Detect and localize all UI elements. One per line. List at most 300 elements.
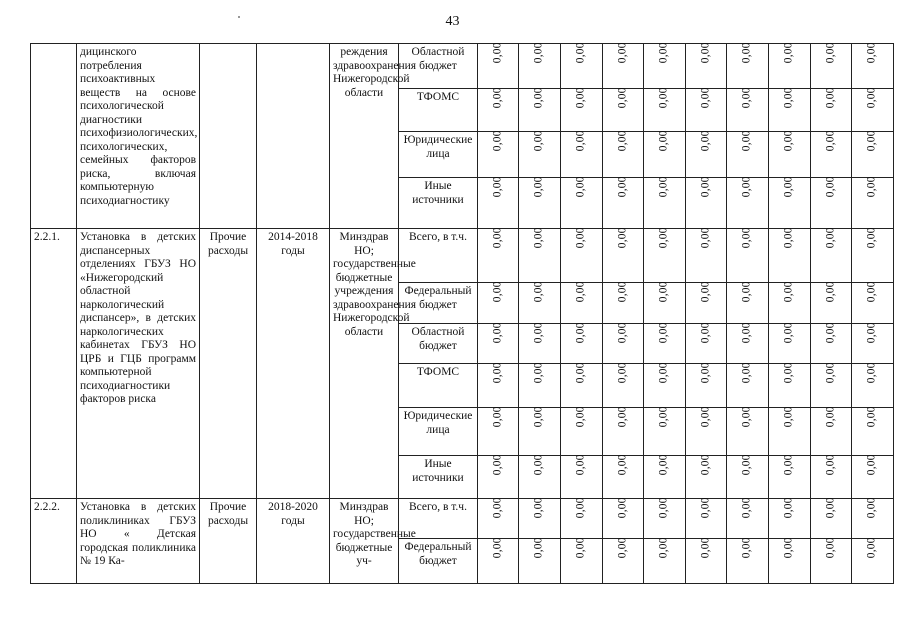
value-cell bbox=[561, 229, 603, 283]
value-cell bbox=[852, 178, 894, 229]
value-text: 0,00 bbox=[740, 176, 753, 198]
table-row bbox=[31, 229, 894, 283]
value-text: 0,00 bbox=[699, 497, 712, 519]
value-wrap bbox=[481, 281, 515, 303]
value-wrap bbox=[689, 176, 723, 198]
value-wrap bbox=[481, 87, 515, 109]
cell-source: Областной бюджет bbox=[399, 324, 478, 364]
value-text: 0,00 bbox=[824, 454, 837, 476]
value-text: 0,00 bbox=[657, 537, 670, 559]
value-cell bbox=[478, 89, 519, 132]
value-text: 0,00 bbox=[616, 42, 629, 64]
value-wrap bbox=[647, 454, 682, 476]
value-text: 0,00 bbox=[657, 322, 670, 344]
value-wrap bbox=[647, 537, 682, 559]
value-text: 0,00 bbox=[740, 281, 753, 303]
value-text: 0,00 bbox=[699, 362, 712, 384]
value-text: 0,00 bbox=[865, 406, 878, 428]
value-wrap bbox=[564, 322, 599, 344]
value-wrap bbox=[855, 454, 890, 476]
cell-source: Федеральный бюджет bbox=[399, 283, 478, 324]
value-text: 0,00 bbox=[574, 537, 587, 559]
value-wrap bbox=[855, 406, 890, 428]
value-cell bbox=[769, 89, 811, 132]
value-wrap bbox=[481, 227, 515, 249]
value-cell bbox=[811, 324, 852, 364]
value-cell bbox=[852, 324, 894, 364]
value-text: 0,00 bbox=[782, 537, 795, 559]
value-wrap bbox=[730, 42, 765, 64]
value-text: 0,00 bbox=[574, 362, 587, 384]
value-cell bbox=[478, 364, 519, 408]
value-text: 0,00 bbox=[782, 497, 795, 519]
value-text: 0,00 bbox=[657, 87, 670, 109]
value-text: 0,00 bbox=[824, 406, 837, 428]
value-wrap bbox=[855, 362, 890, 384]
value-wrap bbox=[814, 176, 848, 198]
value-cell bbox=[686, 44, 727, 89]
table-body bbox=[31, 44, 894, 584]
value-text: 0,00 bbox=[865, 176, 878, 198]
value-text: 0,00 bbox=[532, 537, 545, 559]
value-cell bbox=[519, 364, 561, 408]
cell-source: Всего, в т.ч. bbox=[399, 499, 478, 539]
value-text: 0,00 bbox=[824, 130, 837, 152]
value-cell bbox=[561, 364, 603, 408]
value-text: 0,00 bbox=[782, 130, 795, 152]
value-text: 0,00 bbox=[865, 454, 878, 476]
cell-type: Прочие расходы bbox=[200, 229, 257, 499]
value-wrap bbox=[772, 227, 807, 249]
value-cell bbox=[644, 89, 686, 132]
value-cell bbox=[852, 364, 894, 408]
value-wrap bbox=[606, 406, 640, 428]
value-wrap bbox=[730, 497, 765, 519]
value-cell bbox=[644, 44, 686, 89]
value-text: 0,00 bbox=[574, 87, 587, 109]
value-wrap bbox=[814, 227, 848, 249]
page-number: 43 bbox=[445, 14, 460, 29]
value-wrap bbox=[730, 322, 765, 344]
value-cell bbox=[686, 456, 727, 499]
cell-source: Юридические лица bbox=[399, 132, 478, 178]
value-wrap bbox=[730, 87, 765, 109]
cell-type: Прочие расходы bbox=[200, 499, 257, 584]
value-wrap bbox=[647, 42, 682, 64]
value-cell bbox=[727, 364, 769, 408]
value-wrap bbox=[814, 406, 848, 428]
cell-description: Установка в детских диспансерных отделениях ГБУЗ НО «Нижегородский областной наркологический диспансер», в детских наркологических кабинетах ГБУЗ НО ЦРБ и ГЦБ программ компьютерной психодиагностики факторов риска bbox=[77, 229, 200, 499]
value-cell bbox=[686, 408, 727, 456]
value-cell bbox=[561, 283, 603, 324]
value-text: 0,00 bbox=[532, 497, 545, 519]
value-wrap bbox=[855, 497, 890, 519]
value-text: 0,00 bbox=[574, 322, 587, 344]
value-text: 0,00 bbox=[574, 497, 587, 519]
value-text: 0,00 bbox=[616, 322, 629, 344]
value-cell bbox=[478, 324, 519, 364]
value-wrap bbox=[814, 130, 848, 152]
value-cell bbox=[852, 229, 894, 283]
value-cell bbox=[686, 229, 727, 283]
value-cell bbox=[603, 44, 644, 89]
value-cell bbox=[644, 408, 686, 456]
value-text: 0,00 bbox=[824, 362, 837, 384]
value-text: 0,00 bbox=[782, 227, 795, 249]
value-wrap bbox=[772, 42, 807, 64]
value-cell bbox=[561, 539, 603, 584]
value-cell bbox=[852, 132, 894, 178]
value-text: 0,00 bbox=[657, 281, 670, 303]
value-text: 0,00 bbox=[865, 227, 878, 249]
cell-executor: Минздрав НО; государственные бюджетные учреждения здравоохранения Нижегородской области bbox=[330, 229, 399, 499]
value-wrap bbox=[522, 537, 557, 559]
value-wrap bbox=[522, 281, 557, 303]
value-wrap bbox=[814, 497, 848, 519]
value-text: 0,00 bbox=[865, 537, 878, 559]
value-wrap bbox=[730, 454, 765, 476]
value-text: 0,00 bbox=[865, 130, 878, 152]
value-text: 0,00 bbox=[657, 42, 670, 64]
value-text: 0,00 bbox=[699, 454, 712, 476]
cell-years-empty bbox=[257, 44, 330, 229]
value-cell bbox=[519, 408, 561, 456]
value-text: 0,00 bbox=[740, 227, 753, 249]
value-text: 0,00 bbox=[574, 227, 587, 249]
value-cell bbox=[519, 44, 561, 89]
value-cell bbox=[686, 132, 727, 178]
table-row bbox=[31, 44, 894, 89]
cell-source: ТФОМС bbox=[399, 89, 478, 132]
value-wrap bbox=[772, 130, 807, 152]
value-cell bbox=[561, 89, 603, 132]
value-text: 0,00 bbox=[782, 87, 795, 109]
value-cell bbox=[478, 132, 519, 178]
value-text: 0,00 bbox=[491, 130, 504, 152]
value-wrap bbox=[814, 454, 848, 476]
cell-source: ТФОМС bbox=[399, 364, 478, 408]
value-cell bbox=[686, 283, 727, 324]
value-text: 0,00 bbox=[782, 42, 795, 64]
value-wrap bbox=[606, 281, 640, 303]
value-text: 0,00 bbox=[824, 42, 837, 64]
value-text: 0,00 bbox=[616, 406, 629, 428]
value-text: 0,00 bbox=[865, 281, 878, 303]
cell-description: Установка в детских поликлиниках ГБУЗ НО « Детская городская поликлиника № 19 Ка- bbox=[77, 499, 200, 584]
value-text: 0,00 bbox=[491, 322, 504, 344]
value-text: 0,00 bbox=[699, 176, 712, 198]
value-wrap bbox=[564, 281, 599, 303]
value-cell bbox=[603, 539, 644, 584]
value-wrap bbox=[564, 176, 599, 198]
value-wrap bbox=[814, 322, 848, 344]
value-cell bbox=[519, 499, 561, 539]
value-cell bbox=[478, 456, 519, 499]
value-cell bbox=[727, 178, 769, 229]
cell-number: 2.2.2. bbox=[31, 499, 77, 584]
value-wrap bbox=[730, 537, 765, 559]
value-cell bbox=[603, 132, 644, 178]
value-wrap bbox=[647, 362, 682, 384]
value-cell bbox=[769, 229, 811, 283]
value-wrap bbox=[772, 406, 807, 428]
value-text: 0,00 bbox=[491, 537, 504, 559]
value-wrap bbox=[689, 537, 723, 559]
value-cell bbox=[644, 178, 686, 229]
value-wrap bbox=[606, 362, 640, 384]
value-text: 0,00 bbox=[657, 227, 670, 249]
value-wrap bbox=[522, 227, 557, 249]
value-text: 0,00 bbox=[865, 497, 878, 519]
value-cell bbox=[811, 229, 852, 283]
value-cell bbox=[769, 539, 811, 584]
value-cell bbox=[852, 283, 894, 324]
value-wrap bbox=[772, 454, 807, 476]
value-cell bbox=[603, 456, 644, 499]
value-text: 0,00 bbox=[782, 176, 795, 198]
value-wrap bbox=[855, 176, 890, 198]
value-wrap bbox=[689, 362, 723, 384]
value-wrap bbox=[564, 227, 599, 249]
cell-description: дицинского потребления психоактивных веществ на основе психологической диагностики психофизиологических, психологических, семейных факторов риска, включая компьютерную психодиагностику bbox=[77, 44, 200, 229]
value-text: 0,00 bbox=[491, 227, 504, 249]
value-wrap bbox=[689, 406, 723, 428]
value-wrap bbox=[647, 497, 682, 519]
value-cell bbox=[603, 229, 644, 283]
value-cell bbox=[727, 499, 769, 539]
value-text: 0,00 bbox=[740, 322, 753, 344]
cell-source: Всего, в т.ч. bbox=[399, 229, 478, 283]
cell-executor: реждения здравоохранения Нижегородской области bbox=[330, 44, 399, 229]
value-cell bbox=[561, 456, 603, 499]
value-wrap bbox=[564, 497, 599, 519]
cell-number-empty bbox=[31, 44, 77, 229]
value-wrap bbox=[689, 497, 723, 519]
value-cell bbox=[603, 283, 644, 324]
value-text: 0,00 bbox=[574, 176, 587, 198]
value-wrap bbox=[689, 130, 723, 152]
value-text: 0,00 bbox=[532, 322, 545, 344]
value-wrap bbox=[730, 406, 765, 428]
value-wrap bbox=[606, 322, 640, 344]
value-wrap bbox=[772, 362, 807, 384]
value-text: 0,00 bbox=[491, 176, 504, 198]
table-row bbox=[31, 499, 894, 539]
value-cell bbox=[644, 132, 686, 178]
value-cell bbox=[519, 89, 561, 132]
value-text: 0,00 bbox=[532, 227, 545, 249]
value-wrap bbox=[772, 176, 807, 198]
value-text: 0,00 bbox=[740, 497, 753, 519]
value-cell bbox=[478, 229, 519, 283]
value-wrap bbox=[855, 87, 890, 109]
value-text: 0,00 bbox=[824, 87, 837, 109]
value-cell bbox=[769, 283, 811, 324]
value-text: 0,00 bbox=[865, 87, 878, 109]
value-wrap bbox=[689, 227, 723, 249]
value-text: 0,00 bbox=[740, 362, 753, 384]
value-text: 0,00 bbox=[616, 130, 629, 152]
value-cell bbox=[686, 324, 727, 364]
value-wrap bbox=[522, 362, 557, 384]
value-text: 0,00 bbox=[532, 176, 545, 198]
cell-source: Областной бюджет bbox=[399, 44, 478, 89]
value-wrap bbox=[522, 87, 557, 109]
value-text: 0,00 bbox=[865, 322, 878, 344]
value-cell bbox=[811, 89, 852, 132]
value-wrap bbox=[564, 130, 599, 152]
value-wrap bbox=[772, 87, 807, 109]
value-wrap bbox=[814, 362, 848, 384]
value-text: 0,00 bbox=[865, 42, 878, 64]
value-cell bbox=[519, 456, 561, 499]
value-text: 0,00 bbox=[574, 454, 587, 476]
value-text: 0,00 bbox=[532, 130, 545, 152]
value-text: 0,00 bbox=[657, 130, 670, 152]
value-cell bbox=[644, 229, 686, 283]
value-cell bbox=[769, 499, 811, 539]
value-wrap bbox=[522, 42, 557, 64]
value-wrap bbox=[481, 537, 515, 559]
cell-years: 2018-2020 годы bbox=[257, 499, 330, 584]
value-wrap bbox=[730, 130, 765, 152]
value-cell bbox=[561, 44, 603, 89]
value-cell bbox=[561, 178, 603, 229]
value-wrap bbox=[730, 362, 765, 384]
value-wrap bbox=[772, 497, 807, 519]
value-text: 0,00 bbox=[532, 406, 545, 428]
value-cell bbox=[644, 364, 686, 408]
value-text: 0,00 bbox=[740, 537, 753, 559]
value-cell bbox=[478, 499, 519, 539]
value-text: 0,00 bbox=[532, 454, 545, 476]
value-text: 0,00 bbox=[491, 87, 504, 109]
value-text: 0,00 bbox=[699, 87, 712, 109]
value-cell bbox=[603, 324, 644, 364]
value-text: 0,00 bbox=[616, 362, 629, 384]
value-wrap bbox=[606, 176, 640, 198]
value-cell bbox=[811, 364, 852, 408]
value-text: 0,00 bbox=[824, 227, 837, 249]
cell-source: Федеральный бюджет bbox=[399, 539, 478, 584]
value-cell bbox=[727, 456, 769, 499]
value-cell bbox=[769, 132, 811, 178]
value-text: 0,00 bbox=[657, 362, 670, 384]
value-wrap bbox=[814, 42, 848, 64]
value-wrap bbox=[564, 537, 599, 559]
value-wrap bbox=[855, 322, 890, 344]
value-cell bbox=[811, 499, 852, 539]
value-wrap bbox=[855, 130, 890, 152]
value-cell bbox=[727, 539, 769, 584]
value-wrap bbox=[522, 322, 557, 344]
value-text: 0,00 bbox=[532, 42, 545, 64]
value-cell bbox=[727, 44, 769, 89]
value-text: 0,00 bbox=[574, 406, 587, 428]
value-text: 0,00 bbox=[699, 322, 712, 344]
value-text: 0,00 bbox=[657, 176, 670, 198]
value-text: 0,00 bbox=[657, 406, 670, 428]
value-text: 0,00 bbox=[574, 130, 587, 152]
value-text: 0,00 bbox=[782, 322, 795, 344]
value-text: 0,00 bbox=[616, 227, 629, 249]
value-cell bbox=[519, 283, 561, 324]
value-cell bbox=[561, 499, 603, 539]
cell-years: 2014-2018 годы bbox=[257, 229, 330, 499]
value-text: 0,00 bbox=[616, 497, 629, 519]
value-wrap bbox=[855, 227, 890, 249]
value-wrap bbox=[730, 281, 765, 303]
value-text: 0,00 bbox=[491, 406, 504, 428]
value-cell bbox=[603, 408, 644, 456]
value-text: 0,00 bbox=[782, 362, 795, 384]
value-text: 0,00 bbox=[616, 87, 629, 109]
value-wrap bbox=[564, 42, 599, 64]
value-text: 0,00 bbox=[491, 42, 504, 64]
value-text: 0,00 bbox=[616, 454, 629, 476]
value-cell bbox=[727, 229, 769, 283]
value-text: 0,00 bbox=[491, 497, 504, 519]
value-cell bbox=[644, 539, 686, 584]
value-text: 0,00 bbox=[491, 454, 504, 476]
value-text: 0,00 bbox=[616, 176, 629, 198]
value-text: 0,00 bbox=[616, 281, 629, 303]
value-wrap bbox=[606, 87, 640, 109]
value-wrap bbox=[814, 87, 848, 109]
value-cell bbox=[852, 539, 894, 584]
value-text: 0,00 bbox=[740, 454, 753, 476]
value-cell bbox=[769, 44, 811, 89]
value-cell bbox=[686, 364, 727, 408]
value-wrap bbox=[606, 454, 640, 476]
value-cell bbox=[727, 89, 769, 132]
value-wrap bbox=[647, 281, 682, 303]
cell-number: 2.2.1. bbox=[31, 229, 77, 499]
funding-table bbox=[30, 43, 894, 584]
value-cell bbox=[811, 408, 852, 456]
value-cell bbox=[603, 178, 644, 229]
value-cell bbox=[603, 364, 644, 408]
value-cell bbox=[603, 89, 644, 132]
value-cell bbox=[811, 178, 852, 229]
value-wrap bbox=[855, 281, 890, 303]
value-cell bbox=[811, 44, 852, 89]
value-wrap bbox=[481, 454, 515, 476]
value-text: 0,00 bbox=[699, 406, 712, 428]
value-cell bbox=[519, 539, 561, 584]
value-cell bbox=[478, 539, 519, 584]
value-cell bbox=[769, 324, 811, 364]
value-wrap bbox=[481, 497, 515, 519]
cell-type-empty bbox=[200, 44, 257, 229]
value-wrap bbox=[564, 87, 599, 109]
value-text: 0,00 bbox=[574, 42, 587, 64]
value-wrap bbox=[647, 227, 682, 249]
value-wrap bbox=[481, 362, 515, 384]
value-wrap bbox=[647, 130, 682, 152]
value-text: 0,00 bbox=[699, 537, 712, 559]
value-wrap bbox=[772, 281, 807, 303]
value-wrap bbox=[606, 42, 640, 64]
value-text: 0,00 bbox=[824, 281, 837, 303]
value-cell bbox=[852, 456, 894, 499]
value-text: 0,00 bbox=[740, 87, 753, 109]
scan-speck bbox=[238, 16, 240, 18]
value-wrap bbox=[481, 322, 515, 344]
value-wrap bbox=[606, 497, 640, 519]
value-wrap bbox=[689, 454, 723, 476]
value-wrap bbox=[606, 130, 640, 152]
